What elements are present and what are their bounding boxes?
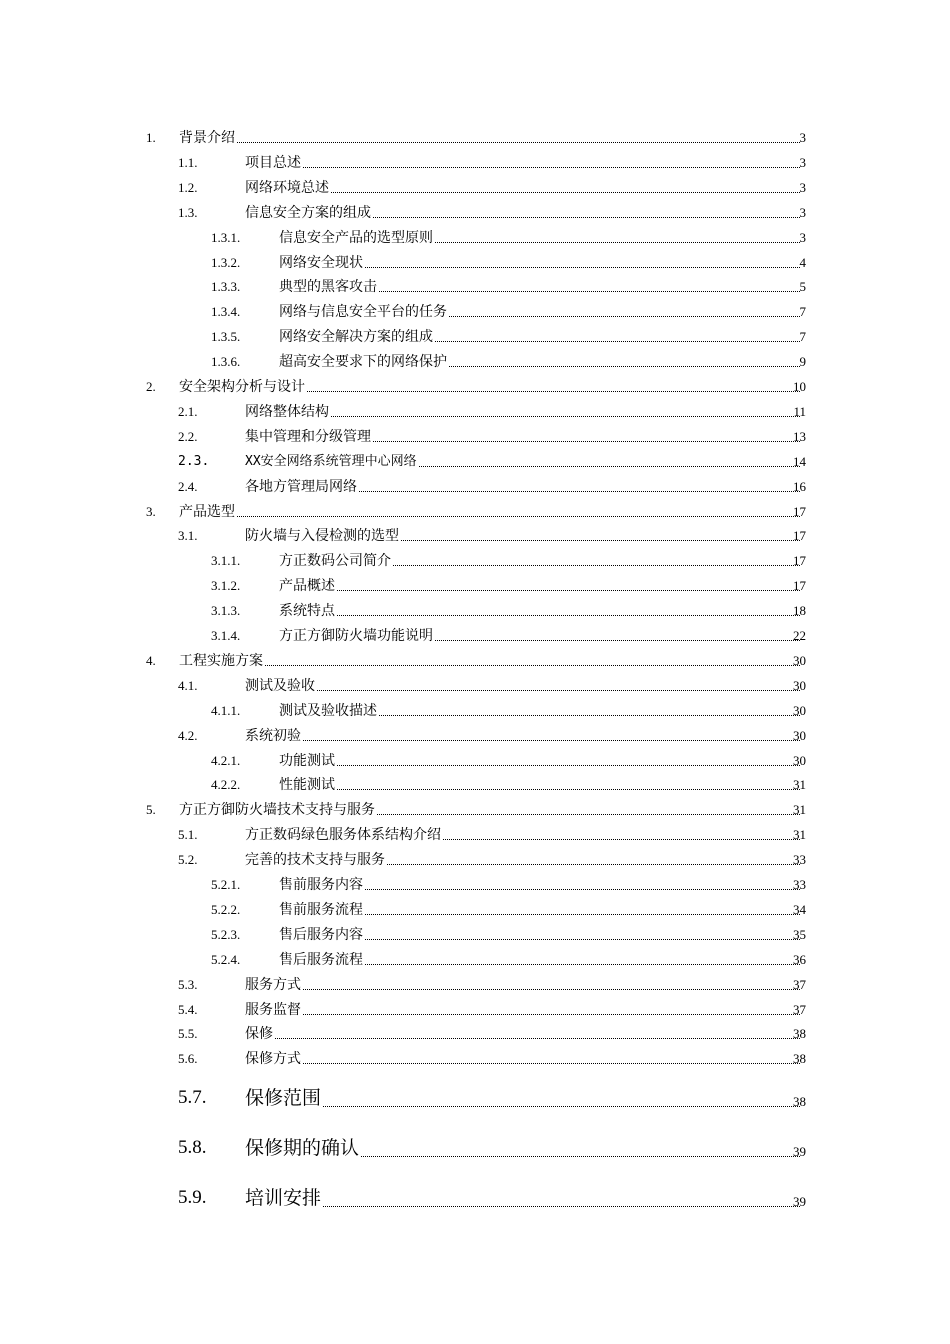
- toc-entry-page-number: 39: [793, 1194, 806, 1209]
- toc-entry-title: 服务监督: [245, 999, 302, 1021]
- toc-entry-page-number: 22: [793, 628, 806, 643]
- toc-entry-title: XX安全网络系统管理中心网络: [245, 451, 418, 473]
- toc-entry-number: 3.1.4.: [211, 628, 241, 643]
- toc-entry-title: 网络安全现状: [279, 252, 364, 274]
- toc-dot-leader: [245, 167, 800, 168]
- toc-entry-title: 保修方式: [245, 1048, 302, 1070]
- toc-entry-page-number: 39: [793, 1144, 806, 1159]
- toc-entry-title: 方正数码公司简介: [279, 550, 392, 572]
- toc-entry-number: 1.3.3.: [211, 279, 241, 295]
- toc-entry[interactable]: [0, 276, 950, 298]
- toc-entry-number: 5.1.: [178, 827, 198, 843]
- toc-entry-number: 1.3.4.: [211, 304, 241, 320]
- toc-entry-title: 产品选型: [179, 501, 236, 523]
- toc-entry-title: 背景介绍: [179, 127, 236, 149]
- toc-entry[interactable]: [0, 401, 950, 423]
- toc-entry-title: 保修期的确认: [245, 1133, 360, 1163]
- toc-entry-number: 5.5.: [178, 1026, 198, 1042]
- toc-entry[interactable]: [0, 326, 950, 348]
- toc-entry-page-number: 33: [793, 877, 806, 892]
- toc-entry-title: 项目总述: [245, 152, 302, 174]
- toc-entry-page-number: 17: [793, 528, 806, 544]
- toc-entry[interactable]: [0, 924, 950, 946]
- toc-entry-page-number: 11: [793, 403, 806, 419]
- toc-entry-number: 5.2.2.: [211, 901, 241, 917]
- toc-entry-page-number: 30: [793, 752, 806, 768]
- toc-entry-page-number: 3: [799, 154, 806, 170]
- toc-entry[interactable]: [0, 575, 950, 597]
- toc-entry-number: 4.2.: [178, 727, 198, 743]
- toc-entry-title: 售前服务内容: [279, 874, 364, 896]
- toc-dot-leader: [245, 989, 800, 990]
- toc-entry-title: 网络安全解决方案的组成: [279, 326, 434, 348]
- toc-entry[interactable]: [0, 874, 950, 896]
- toc-entry-number: 1.1.: [178, 154, 198, 170]
- toc-entry-page-number: 30: [793, 727, 806, 743]
- toc-entry-number: 4.2.2.: [211, 777, 241, 793]
- toc-dot-leader: [179, 665, 800, 666]
- toc-entry[interactable]: [0, 351, 950, 373]
- toc-entry-page-number: 3: [799, 179, 806, 195]
- toc-entry-title: 超高安全要求下的网络保护: [279, 351, 448, 373]
- toc-entry[interactable]: [0, 501, 950, 523]
- toc-entry-title: 工程实施方案: [179, 650, 264, 672]
- toc-entry-number: 4.: [146, 652, 156, 668]
- toc-entry-title: 完善的技术支持与服务: [245, 849, 386, 871]
- toc-entry-number: 4.1.: [178, 677, 198, 693]
- toc-entry-number: 1.3.: [178, 204, 198, 220]
- toc-entry-number: 3.1.3.: [211, 603, 241, 619]
- toc-entry-number: 5.3.: [178, 976, 198, 992]
- toc-entry[interactable]: [0, 675, 950, 697]
- toc-entry[interactable]: [0, 1048, 950, 1070]
- toc-entry-page-number: 3: [799, 229, 806, 245]
- toc-entry-page-number: 17: [793, 503, 806, 519]
- toc-entry-title: 防火墙与入侵检测的选型: [245, 525, 400, 547]
- toc-entry-number: 3.1.: [178, 528, 198, 544]
- toc-entry-title: 售后服务流程: [279, 949, 364, 971]
- toc-dot-leader: [245, 1038, 800, 1039]
- toc-entry-page-number: 7: [799, 304, 806, 320]
- toc-entry-title: 培训安排: [245, 1183, 322, 1213]
- toc-entry-number: 5.2.: [178, 852, 198, 868]
- toc-entry-number: 5.4.: [178, 1001, 198, 1017]
- toc-entry-title: 售后服务内容: [279, 924, 364, 946]
- toc-entry-page-number: 3: [799, 130, 806, 145]
- toc-entry-title: 信息安全方案的组成: [245, 202, 372, 224]
- toc-entry-page-number: 30: [793, 702, 806, 718]
- toc-entry-page-number: 3: [799, 204, 806, 220]
- toc-entry-number: 3.: [146, 503, 156, 519]
- toc-entry-number: 4.2.1.: [211, 752, 241, 768]
- toc-entry-page-number: 31: [793, 802, 806, 818]
- toc-entry[interactable]: [0, 177, 950, 199]
- toc-entry-number: 3.1.2.: [211, 578, 241, 594]
- toc-dot-leader: [245, 740, 800, 741]
- toc-entry-page-number: 5: [799, 279, 806, 295]
- toc-dot-leader: [245, 1063, 800, 1064]
- toc-entry-title: 保修: [245, 1023, 274, 1045]
- toc-entry[interactable]: [0, 824, 950, 846]
- toc-entry-title: 集中管理和分级管理: [245, 426, 372, 448]
- toc-entry[interactable]: [0, 999, 950, 1021]
- toc-entry-page-number: 35: [793, 926, 806, 942]
- toc-entry[interactable]: [0, 127, 950, 149]
- toc-entry-number: 1.3.2.: [211, 254, 241, 270]
- toc-entry-page-number: 30: [793, 652, 806, 668]
- toc-entry[interactable]: [0, 525, 950, 547]
- toc-entry-page-number: 37: [793, 1001, 806, 1017]
- toc-entry-number: 1.2.: [178, 179, 198, 195]
- toc-entry-number: 1.3.1.: [211, 229, 241, 245]
- toc-entry[interactable]: [0, 750, 950, 772]
- toc-entry-title: 网络环境总述: [245, 177, 330, 199]
- toc-entry-number: 5.2.1.: [211, 877, 241, 892]
- toc-entry-page-number: 31: [793, 777, 806, 793]
- toc-entry-number: 1.3.5.: [211, 329, 241, 345]
- toc-entry[interactable]: [0, 202, 950, 224]
- toc-entry-page-number: 17: [793, 553, 806, 569]
- toc-entry-page-number: 38: [793, 1051, 806, 1067]
- toc-entry[interactable]: [0, 625, 950, 647]
- toc-entry-title: 售前服务流程: [279, 899, 364, 921]
- toc-entry-page-number: 7: [799, 329, 806, 345]
- toc-entry-title: 方正方御防火墙功能说明: [279, 625, 434, 647]
- toc-entry-title: 网络整体结构: [245, 401, 330, 423]
- toc-entry[interactable]: [0, 152, 950, 174]
- toc-entry[interactable]: [0, 252, 950, 274]
- toc-entry-page-number: 14: [793, 453, 806, 469]
- toc-entry-title: 系统初验: [245, 725, 302, 747]
- toc-entry-page-number: 17: [793, 578, 806, 594]
- toc-entry-page-number: 4: [799, 254, 806, 270]
- toc-entry-title: 测试及验收: [245, 675, 316, 697]
- toc-dot-leader: [245, 1206, 800, 1207]
- toc-entry-title: 性能测试: [279, 774, 336, 796]
- toc-entry-number: 5.6.: [178, 1051, 198, 1067]
- toc-entry[interactable]: [0, 301, 950, 323]
- toc-entry[interactable]: [0, 426, 950, 448]
- toc-entry-title: 系统特点: [279, 600, 336, 622]
- toc-entry[interactable]: [0, 476, 950, 498]
- toc-entry-number: 4.1.1.: [211, 702, 241, 718]
- toc-entry-number: 5.2.3.: [211, 926, 241, 942]
- toc-entry-page-number: 10: [793, 379, 806, 394]
- toc-entry-number: 5.: [146, 802, 156, 818]
- toc-entry[interactable]: [0, 600, 950, 622]
- toc-entry-title: 方正数码绿色服务体系结构介绍: [245, 824, 442, 846]
- toc-entry-page-number: 38: [793, 1026, 806, 1042]
- toc-entry[interactable]: [0, 849, 950, 871]
- toc-entry[interactable]: [0, 725, 950, 747]
- toc-entry[interactable]: [0, 774, 950, 796]
- toc-entry-title: 测试及验收描述: [279, 700, 378, 722]
- toc-entry-number: 1.: [146, 130, 156, 145]
- toc-entry-page-number: 9: [799, 354, 806, 370]
- toc-entry-number: 5.7.: [178, 1087, 207, 1108]
- toc-entry[interactable]: [0, 899, 950, 921]
- toc-dot-leader: [245, 1106, 800, 1107]
- toc-entry-page-number: 34: [793, 901, 806, 917]
- toc-entry[interactable]: [0, 1083, 950, 1113]
- toc-entry-number: 2.1.: [178, 403, 198, 419]
- toc-entry[interactable]: [0, 1023, 950, 1045]
- toc-entry[interactable]: [0, 700, 950, 722]
- toc-entry-number: 5.9.: [178, 1187, 207, 1208]
- toc-dot-leader: [279, 615, 800, 616]
- toc-entry-page-number: 36: [793, 951, 806, 967]
- toc-entry[interactable]: [0, 949, 950, 971]
- toc-entry-title: 典型的黑客攻击: [279, 276, 378, 298]
- toc-entry-number: 5.2.4.: [211, 951, 241, 967]
- toc-dot-leader: [245, 1014, 800, 1015]
- toc-dot-leader: [279, 789, 800, 790]
- toc-entry-title: 安全架构分析与设计: [179, 376, 306, 398]
- toc-entry-page-number: 31: [793, 827, 806, 843]
- toc-entry-number: 2.4.: [178, 478, 198, 494]
- toc-entry-title: 保修范围: [245, 1083, 322, 1113]
- toc-entry-page-number: 18: [793, 603, 806, 619]
- toc-dot-leader: [179, 142, 800, 143]
- toc-entry[interactable]: [0, 974, 950, 996]
- toc-entry-title: 产品概述: [279, 575, 336, 597]
- toc-entry-page-number: 16: [793, 478, 806, 494]
- toc-entry-page-number: 37: [793, 976, 806, 992]
- toc-entry-number: 2.: [146, 379, 156, 394]
- toc-entry-number: 5.8.: [178, 1137, 207, 1158]
- toc-entry-page-number: 33: [793, 852, 806, 868]
- toc-entry[interactable]: [0, 1183, 950, 1213]
- toc-entry-title: 各地方管理局网络: [245, 476, 358, 498]
- toc-dot-leader: [179, 516, 800, 517]
- toc-entry[interactable]: [0, 227, 950, 249]
- toc-entry-title: 服务方式: [245, 974, 302, 996]
- toc-entry[interactable]: [0, 550, 950, 572]
- toc-entry-title: 网络与信息安全平台的任务: [279, 301, 448, 323]
- toc-entry[interactable]: [0, 376, 950, 398]
- toc-entry-title: 功能测试: [279, 750, 336, 772]
- toc-entry-number: 1.3.6.: [211, 354, 241, 370]
- toc-entry-title: 信息安全产品的选型原则: [279, 227, 434, 249]
- toc-entry-number: 2.2.: [178, 428, 198, 444]
- toc-entry[interactable]: [0, 451, 950, 473]
- toc-entry[interactable]: [0, 650, 950, 672]
- toc-entry[interactable]: [0, 1133, 950, 1163]
- toc-entry-number: 2.3.: [178, 453, 210, 469]
- toc-entry-page-number: 13: [793, 428, 806, 444]
- toc-entry-page-number: 30: [793, 677, 806, 693]
- toc-entry-page-number: 38: [793, 1094, 806, 1109]
- toc-dot-leader: [245, 690, 800, 691]
- toc-entry-title: 方正方御防火墙技术支持与服务: [179, 799, 376, 821]
- toc-dot-leader: [279, 765, 800, 766]
- toc-dot-leader: [279, 590, 800, 591]
- toc-entry[interactable]: [0, 799, 950, 821]
- toc-entry-number: 3.1.1.: [211, 553, 241, 569]
